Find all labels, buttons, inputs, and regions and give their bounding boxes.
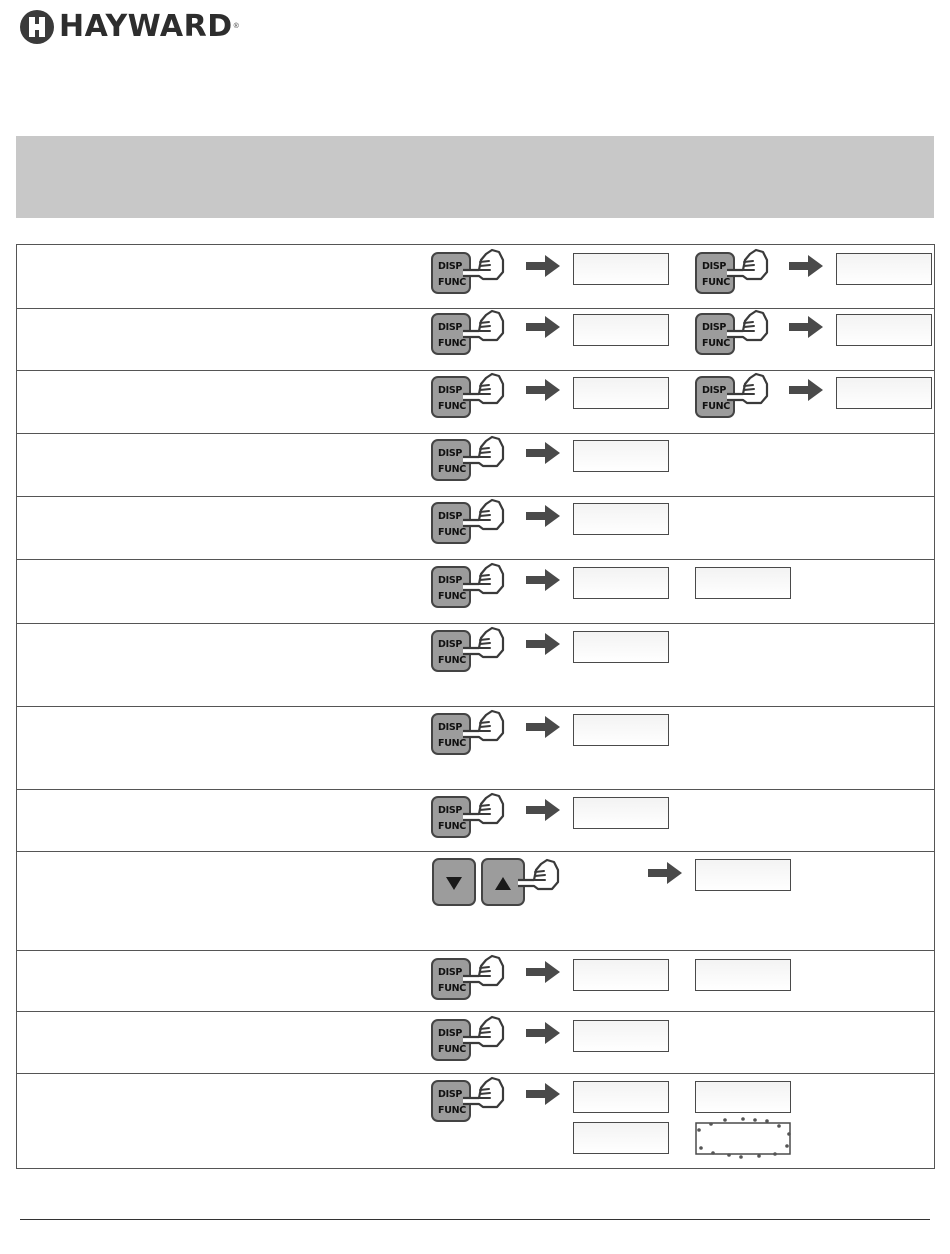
right-arrow-icon [647, 862, 683, 884]
pointing-hand-icon [461, 309, 507, 343]
flash-dot [777, 1124, 781, 1128]
right-arrow-icon [525, 961, 561, 983]
right-arrow-icon [525, 379, 561, 401]
flash-dot [753, 1118, 757, 1122]
lcd-display [573, 377, 669, 409]
title-banner [16, 136, 934, 218]
disp-label: DISP [702, 322, 727, 333]
disp-label: DISP [438, 385, 463, 396]
pointing-hand-icon [725, 309, 771, 343]
pointing-hand-icon [461, 498, 507, 532]
lcd-display [573, 631, 669, 663]
disp-label: DISP [438, 511, 463, 522]
flash-dot [727, 1153, 731, 1157]
pointing-hand-icon [461, 1015, 507, 1049]
disp-label: DISP [438, 722, 463, 733]
func-label: FUNC [438, 1044, 466, 1055]
lcd-display [695, 567, 791, 599]
flash-dot [697, 1128, 701, 1132]
func-label: FUNC [438, 821, 466, 832]
lcd-display [573, 714, 669, 746]
right-arrow-icon [525, 633, 561, 655]
flash-dot [765, 1119, 769, 1123]
lcd-display [573, 797, 669, 829]
lcd-display [573, 959, 669, 991]
disp-label: DISP [438, 322, 463, 333]
lcd-display [695, 1081, 791, 1113]
disp-label: DISP [702, 261, 727, 272]
flash-dot [699, 1146, 703, 1150]
pointing-hand-icon [461, 435, 507, 469]
right-arrow-icon [525, 505, 561, 527]
flash-dot [739, 1155, 743, 1159]
lcd-display [573, 567, 669, 599]
disp-label: DISP [438, 1028, 463, 1039]
func-label: FUNC [438, 277, 466, 288]
lcd-display [573, 314, 669, 346]
pointing-hand-icon [461, 709, 507, 743]
flash-dot [709, 1122, 713, 1126]
disp-label: DISP [438, 639, 463, 650]
lcd-display [573, 1020, 669, 1052]
disp-label: DISP [438, 1089, 463, 1100]
pointing-hand-icon [461, 954, 507, 988]
flashing-lcd-display [695, 1118, 791, 1150]
pointing-hand-icon [461, 626, 507, 660]
disp-label: DISP [438, 448, 463, 459]
pointing-hand-icon [725, 248, 771, 282]
func-label: FUNC [438, 738, 466, 749]
disp-label: DISP [438, 575, 463, 586]
lcd-display [836, 314, 932, 346]
right-arrow-icon [788, 255, 824, 277]
disp-label: DISP [438, 261, 463, 272]
disp-label: DISP [438, 967, 463, 978]
right-arrow-icon [788, 379, 824, 401]
right-arrow-icon [525, 316, 561, 338]
footer-rule [20, 1219, 930, 1220]
lcd-display [573, 253, 669, 285]
lcd-display [573, 503, 669, 535]
down-button[interactable] [432, 858, 476, 906]
flash-dot [785, 1144, 789, 1148]
hayward-emblem-icon [20, 10, 54, 44]
flash-dot [741, 1117, 745, 1121]
lcd-display [573, 1081, 669, 1113]
pointing-hand-icon [461, 1076, 507, 1110]
right-arrow-icon [788, 316, 824, 338]
pointing-hand-icon [461, 248, 507, 282]
disp-label: DISP [702, 385, 727, 396]
pointing-hand-icon [516, 858, 562, 892]
flash-dot [773, 1152, 777, 1156]
func-label: FUNC [702, 338, 730, 349]
disp-label: DISP [438, 805, 463, 816]
right-arrow-icon [525, 442, 561, 464]
pointing-hand-icon [725, 372, 771, 406]
pointing-hand-icon [461, 562, 507, 596]
pointing-hand-icon [461, 792, 507, 826]
func-label: FUNC [438, 401, 466, 412]
func-label: FUNC [438, 1105, 466, 1116]
lcd-display [836, 377, 932, 409]
registered-mark: ® [233, 23, 239, 30]
lcd-display [573, 1122, 669, 1154]
right-arrow-icon [525, 716, 561, 738]
right-arrow-icon [525, 255, 561, 277]
flash-dot [723, 1118, 727, 1122]
func-label: FUNC [702, 401, 730, 412]
func-label: FUNC [438, 983, 466, 994]
flash-dot [757, 1154, 761, 1158]
flash-dot [787, 1132, 791, 1136]
lcd-display [695, 959, 791, 991]
brand-name: HAYWARD [59, 9, 233, 44]
lcd-display [836, 253, 932, 285]
func-label: FUNC [438, 338, 466, 349]
right-arrow-icon [525, 799, 561, 821]
right-arrow-icon [525, 569, 561, 591]
right-arrow-icon [525, 1022, 561, 1044]
hayward-logo [20, 10, 239, 44]
func-label: FUNC [702, 277, 730, 288]
func-label: FUNC [438, 464, 466, 475]
up-triangle-icon [495, 877, 511, 890]
lcd-display [695, 859, 791, 891]
func-label: FUNC [438, 655, 466, 666]
lcd-display [573, 440, 669, 472]
flash-dot [711, 1151, 715, 1155]
func-label: FUNC [438, 527, 466, 538]
down-triangle-icon [446, 877, 462, 890]
pointing-hand-icon [461, 372, 507, 406]
func-label: FUNC [438, 591, 466, 602]
right-arrow-icon [525, 1083, 561, 1105]
